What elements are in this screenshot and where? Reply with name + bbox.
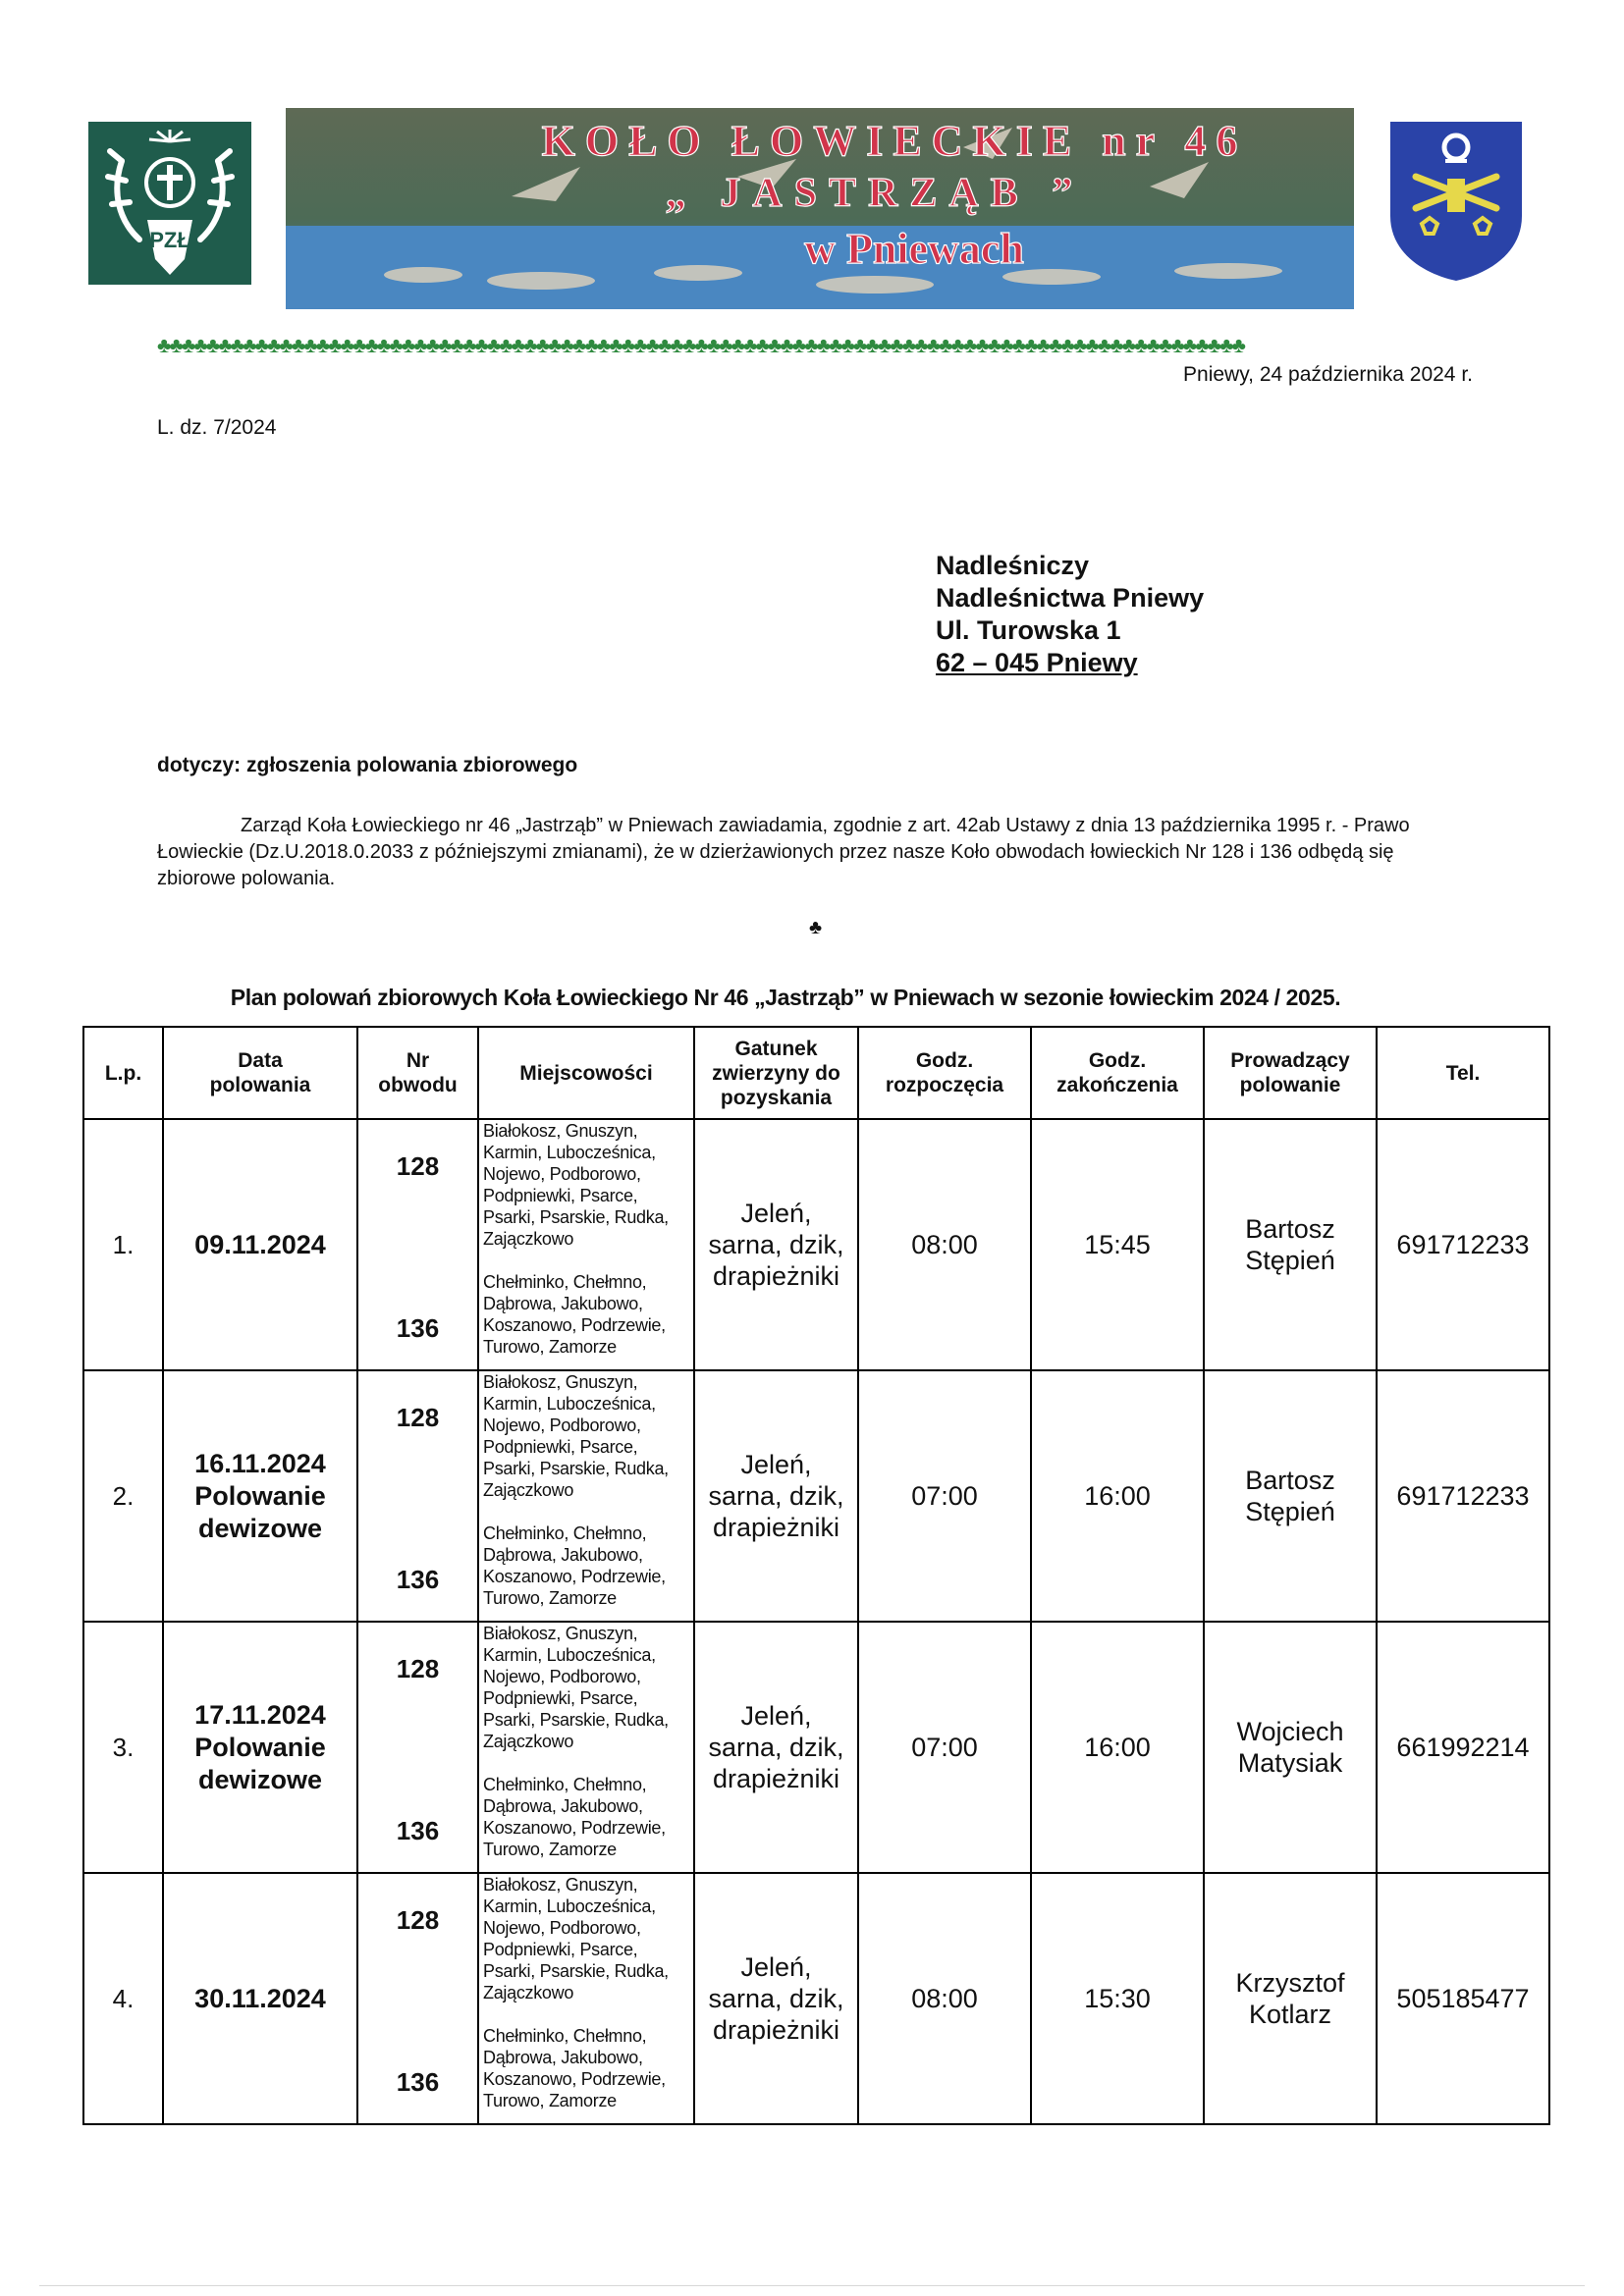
row-lp: 4.: [83, 1873, 163, 2124]
places-group: Chełminko, Chełmno, Dąbrowa, Jakubowo, Koszanowo, Podrzewie, Turowo, Zamorze: [483, 1523, 666, 1608]
club-banner: [286, 108, 1354, 309]
letter-subject: dotyczy: zgłoszenia polowania zbiorowego: [157, 754, 578, 776]
row-date-note: Polowanie dewizowe: [194, 1480, 326, 1543]
recipient-line: Ul. Turowska 1: [936, 615, 1121, 645]
row-start: 08:00: [858, 1873, 1031, 2124]
row-lp: 3.: [83, 1622, 163, 1873]
header-phone: Tel.: [1377, 1027, 1549, 1119]
circuit-number: 136: [396, 1816, 440, 1845]
deer-antlers-icon: [88, 122, 251, 285]
row-lp: 1.: [83, 1119, 163, 1370]
row-species: Jeleń, sarna, dzik, drapieżniki: [694, 1119, 858, 1370]
club-suit-icon: ♣: [809, 917, 823, 938]
row-end: 15:30: [1031, 1873, 1204, 2124]
row-start: 07:00: [858, 1370, 1031, 1622]
row-places: [478, 1873, 694, 2124]
circuit-number: 128: [396, 1403, 440, 1432]
row-leader: Bartosz Stępień: [1204, 1370, 1377, 1622]
table-row: [83, 1873, 1549, 2124]
header-places: Miejscowości: [478, 1027, 694, 1119]
row-species: Jeleń, sarna, dzik, drapieżniki: [694, 1370, 858, 1622]
letter-date: Pniewy, 24 października 2024 r.: [1183, 363, 1473, 386]
ornament-divider: ♣♣♣♣♣♣♣♣♣♣♣♣♣♣♣♣♣♣♣♣♣♣♣♣♣♣♣♣♣♣♣♣♣♣♣♣♣♣♣♣♣♣♣♣♣♣♣♣♣♣♣♣♣♣♣♣♣♣♣♣♣♣♣♣♣♣♣♣♣♣♣♣♣♣♣♣♣♣♣♣♣♣♣♣♣♣♣♣♣: [157, 333, 1244, 357]
row-date-value: 30.11.2024: [194, 1983, 326, 2013]
letter-body: Zarząd Koła Łowieckiego nr 46 „Jastrząb” w Pniewach zawiadamia, zgodnie z art. 42ab Ustawy z dnia 13 października 1995 r. - Prawo Łowieckie (Dz.U.2018.0.2033 z późniejszymi zmianami), że w dzierżawionych przez nasze Koło obwodach łowieckich Nr 128 i 136 odbędą się zbiorowe polowania.: [157, 815, 1410, 889]
circuit-number: 136: [396, 1313, 440, 1343]
row-date: [163, 1622, 357, 1873]
keys-shield-icon: [1386, 118, 1526, 283]
header-date: Data polowania: [163, 1027, 357, 1119]
row-date-value: 16.11.2024: [194, 1448, 326, 1478]
row-places: [478, 1622, 694, 1873]
row-phone: 505185477: [1377, 1873, 1549, 2124]
places-group: Chełminko, Chełmno, Dąbrowa, Jakubowo, Koszanowo, Podrzewie, Turowo, Zamorze: [483, 1775, 666, 1859]
circuit-number: 128: [396, 1654, 440, 1683]
row-circuit: [357, 1622, 478, 1873]
row-start: 08:00: [858, 1119, 1031, 1370]
table-row: [83, 1370, 1549, 1622]
page-divider: [39, 2285, 1585, 2286]
circuit-number: 136: [396, 2067, 440, 2097]
row-end: 16:00: [1031, 1370, 1204, 1622]
row-phone: 661992214: [1377, 1622, 1549, 1873]
header-circuit: Nr obwodu: [357, 1027, 478, 1119]
recipient-line: 62 – 045 Pniewy: [936, 648, 1138, 677]
row-phone: 691712233: [1377, 1119, 1549, 1370]
header-end: Godz. zakończenia: [1031, 1027, 1204, 1119]
header-start: Godz. rozpoczęcia: [858, 1027, 1031, 1119]
row-lp: 2.: [83, 1370, 163, 1622]
row-leader: Krzysztof Kotlarz: [1204, 1873, 1377, 2124]
circuit-number: 128: [396, 1151, 440, 1181]
row-end: 15:45: [1031, 1119, 1204, 1370]
table-row: [83, 1119, 1549, 1370]
row-species: Jeleń, sarna, dzik, drapieżniki: [694, 1622, 858, 1873]
row-circuit: [357, 1119, 478, 1370]
svg-text:PZŁ: PZŁ: [149, 228, 190, 252]
row-date-value: 09.11.2024: [194, 1229, 326, 1259]
header-leader: Prowadzący polowanie: [1204, 1027, 1377, 1119]
row-date: [163, 1873, 357, 2124]
places-group: Białokosz, Gnuszyn, Karmin, Lubocześnica, Nojewo, Podborowo, Podpniewki, Psarce, Psarki, Psarskie, Rudka, Zajączkowo: [483, 1624, 669, 1751]
row-places: [478, 1370, 694, 1622]
places-group: Chełminko, Chełmno, Dąbrowa, Jakubowo, Koszanowo, Podrzewie, Turowo, Zamorze: [483, 1272, 666, 1357]
row-species: Jeleń, sarna, dzik, drapieżniki: [694, 1873, 858, 2124]
row-start: 07:00: [858, 1622, 1031, 1873]
row-leader: Bartosz Stępień: [1204, 1119, 1377, 1370]
reference-number: L. dz. 7/2024: [157, 416, 277, 439]
places-group: Białokosz, Gnuszyn, Karmin, Lubocześnica, Nojewo, Podborowo, Podpniewki, Psarce, Psarki, Psarskie, Rudka, Zajączkowo: [483, 1875, 669, 2002]
row-date: [163, 1119, 357, 1370]
circuit-number: 136: [396, 1565, 440, 1594]
banner-title-line2: „ JASTRZĄB ”: [665, 171, 1085, 216]
row-circuit: [357, 1370, 478, 1622]
row-date-note: Polowanie dewizowe: [194, 1732, 326, 1794]
table-header-row: [83, 1027, 1549, 1119]
recipient-line: Nadleśniczy: [936, 551, 1090, 580]
places-group: Chełminko, Chełmno, Dąbrowa, Jakubowo, Koszanowo, Podrzewie, Turowo, Zamorze: [483, 2026, 666, 2110]
row-end: 16:00: [1031, 1622, 1204, 1873]
recipient-address: [936, 550, 1204, 679]
row-phone: 691712233: [1377, 1370, 1549, 1622]
pzl-logo: [88, 122, 251, 285]
coat-of-arms: [1386, 118, 1526, 283]
row-places: [478, 1119, 694, 1370]
recipient-line: Nadleśnictwa Pniewy: [936, 583, 1205, 613]
hunt-plan-table: [82, 1026, 1550, 2125]
header-species: Gatunek zwierzyny do pozyskania: [694, 1027, 858, 1119]
table-row: [83, 1622, 1549, 1873]
row-leader: Wojciech Matysiak: [1204, 1622, 1377, 1873]
header-lp: L.p.: [83, 1027, 163, 1119]
banner-title-line3: w Pniewach: [804, 225, 1024, 273]
row-date: [163, 1370, 357, 1622]
plan-title: Plan polowań zbiorowych Koła Łowieckiego Nr 46 „Jastrząb” w Pniewach w sezonie łowieckim 2024 / 2025.: [230, 985, 1341, 1010]
row-circuit: [357, 1873, 478, 2124]
banner-title-line1: KOŁO ŁOWIECKIE nr 46: [541, 117, 1248, 165]
circuit-number: 128: [396, 1905, 440, 1935]
row-date-value: 17.11.2024: [194, 1699, 326, 1730]
places-group: Białokosz, Gnuszyn, Karmin, Lubocześnica, Nojewo, Podborowo, Podpniewki, Psarce, Psarki, Psarskie, Rudka, Zajączkowo: [483, 1121, 669, 1249]
places-group: Białokosz, Gnuszyn, Karmin, Lubocześnica, Nojewo, Podborowo, Podpniewki, Psarce, Psarki, Psarskie, Rudka, Zajączkowo: [483, 1372, 669, 1500]
